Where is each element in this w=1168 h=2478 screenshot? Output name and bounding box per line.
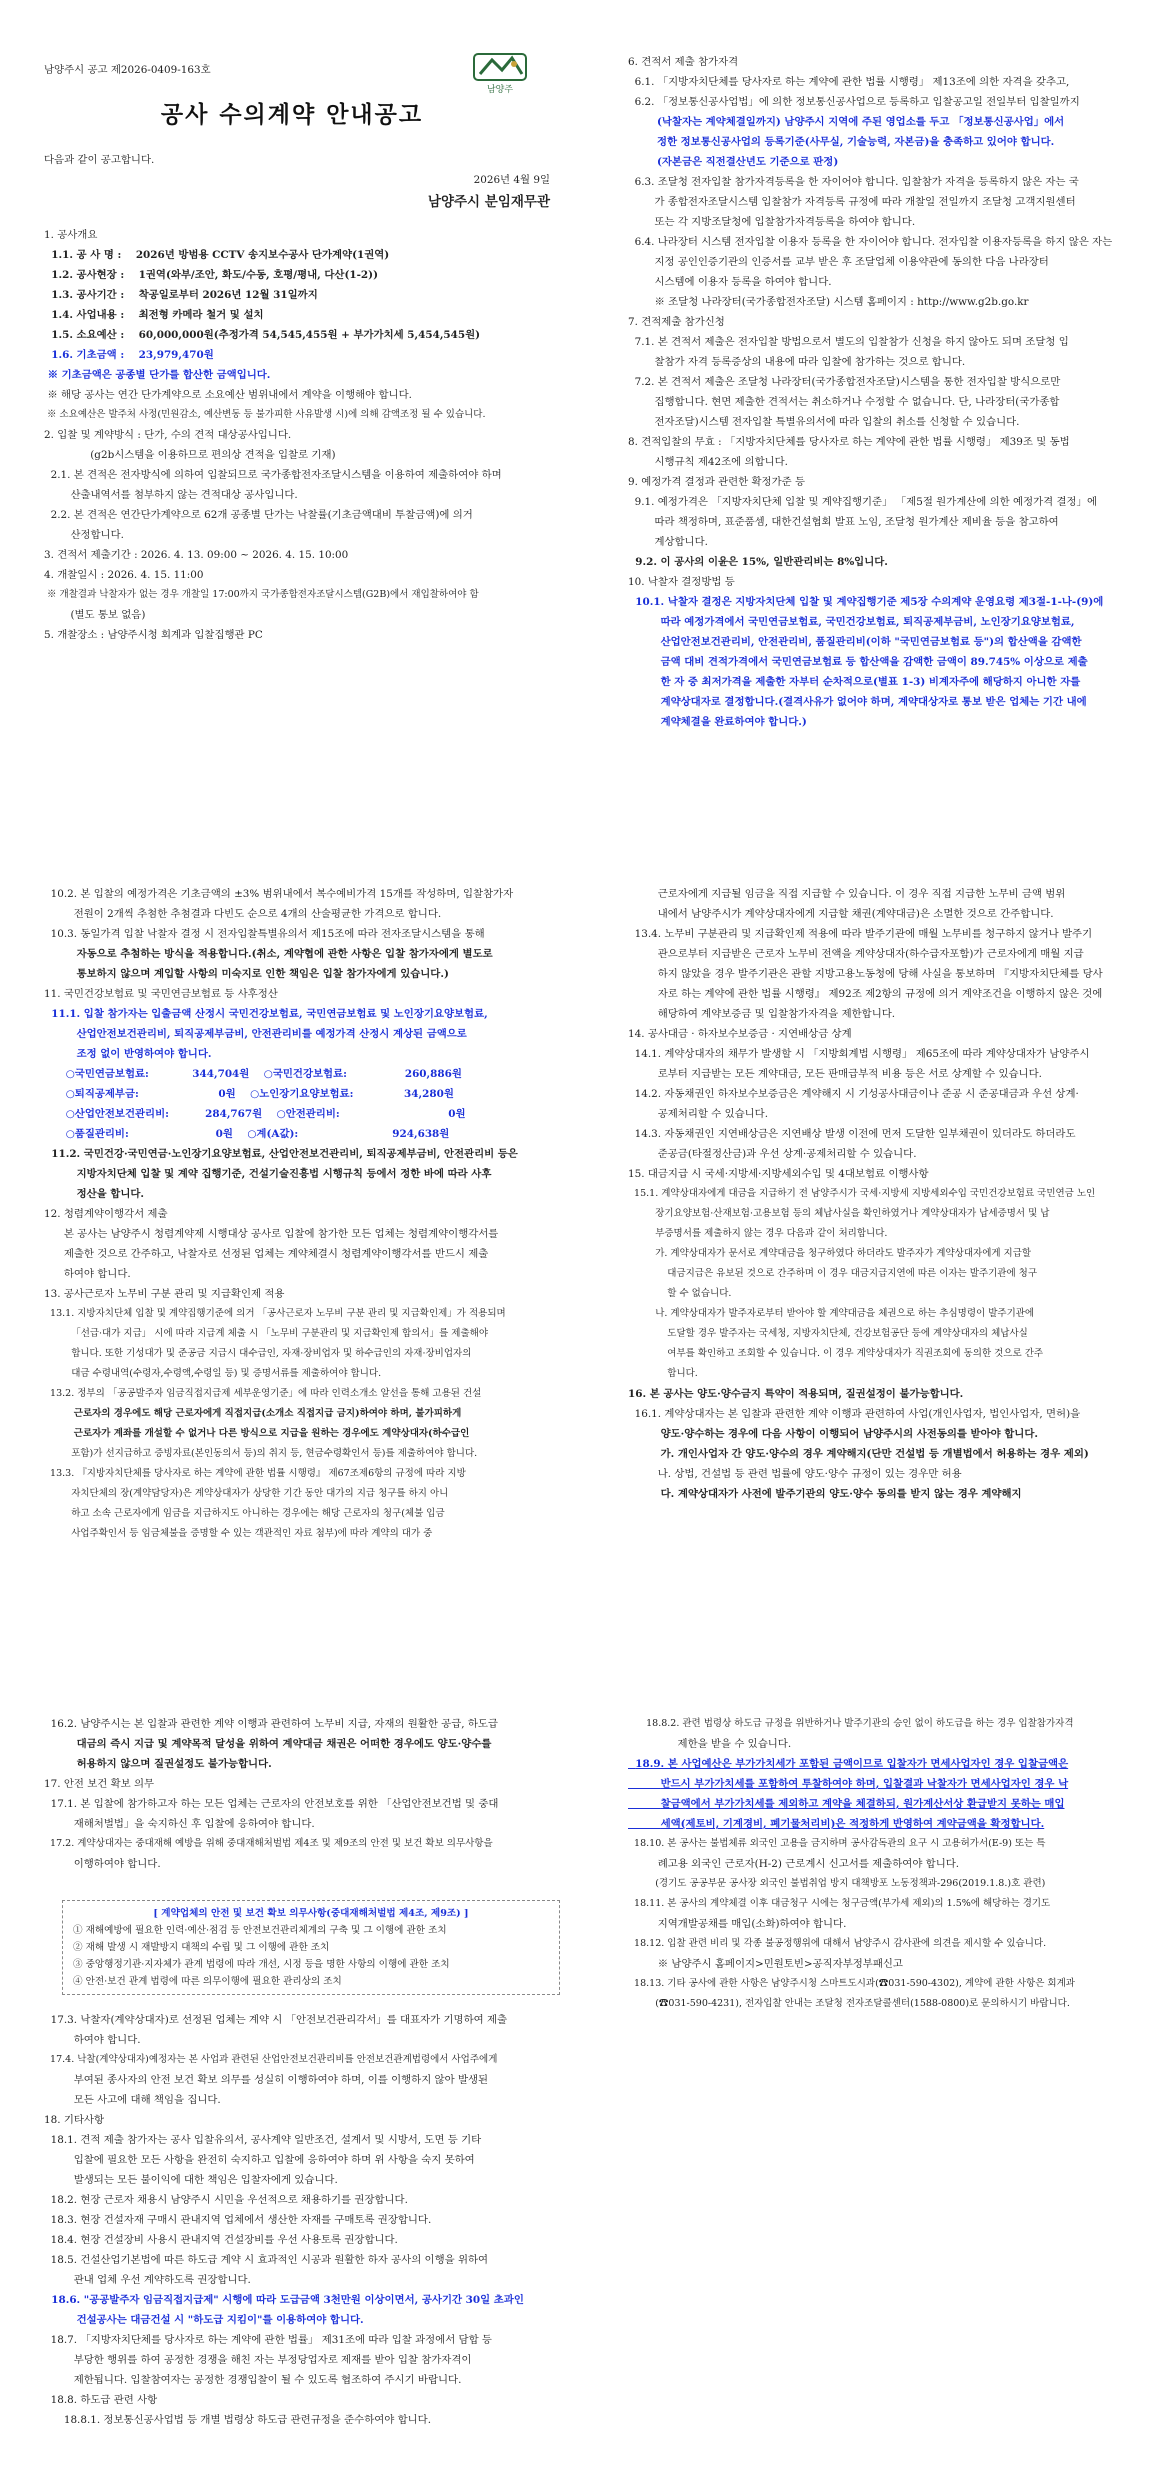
- text-line: 근로자의 경우에도 해당 근로자에게 직접지급(소개소 직접지급 금지)하여야 하며, 불가피하게: [44, 1408, 462, 1419]
- section-heading: 12. 청렴계약이행각서 제출: [44, 1208, 168, 1220]
- text-line: 18.10. 본 공사는 불법체류 외국인 고용을 금지하며 공사감독관의 요구 시 고용허가서(E-9) 또는 특: [628, 1838, 1046, 1849]
- text-line: 합니다. 또한 기성대가 및 준공금 지급시 대수급인, 자재·장비업자 및 하수급인의 자재·장비업자의: [44, 1348, 472, 1359]
- text-line: 례고용 외국인 근로자(H-2) 근로계시 신고서를 제출하여야 합니다.: [628, 1858, 960, 1870]
- section-heading: 10. 낙찰자 결정방법 등: [628, 576, 735, 588]
- text-line: 산정합니다.: [44, 529, 124, 541]
- page-1: [0, 0, 1168, 800]
- text-line: 내에서 남양주시가 계약상대자에게 지급할 채권(계약대금)은 소멸한 것으로 간주합니다.: [628, 908, 1054, 920]
- text-line: 6.3. 조달청 전자입찰 참가자격등록을 한 자이어야 합니다. 입찰참가 자격을 등록하지 않은 자는 국: [628, 176, 1079, 188]
- text-line: 1.1. 공 사 명 : 2026년 방범용 CCTV 송지보수공사 단가계약(1권역): [44, 249, 390, 261]
- section-heading: 8. 견적입찰의 무효 : 「지방자치단체를 당사자로 하는 계약에 관한 법률 시행령」 제39조 및 동법: [628, 436, 1070, 448]
- text-line: 이행하여야 합니다.: [44, 1858, 161, 1870]
- text-line: 11.1. 입찰 참가자는 입출금액 산정시 국민건강보험료, 국민연금보험료 및 노인장기요양보험료,: [44, 1008, 488, 1020]
- page3-left-column-b: [44, 2010, 564, 2430]
- section-heading: 2. 입찰 및 계약방식 : 단가, 수의 견적 대상공사입니다.: [44, 429, 292, 441]
- text-line: 계상합니다.: [628, 536, 708, 548]
- text-line: 발생되는 모든 불이익에 대한 책임은 입찰자에게 있습니다.: [44, 2174, 338, 2186]
- text-line: 가. 계약상대자가 문서로 계약대금을 청구하였다 하더라도 발주자가 계약상대자에게 지급할: [628, 1248, 1032, 1259]
- text-line: 1.6. 기초금액 : 23,979,470원: [44, 349, 214, 361]
- box-item: ③ 중앙행정기관·지자체가 관계 법령에 따라 개선, 시정 등을 명한 사항의 이행에 관한 조치: [73, 1959, 450, 1970]
- text-line: 할 수 없습니다.: [628, 1288, 732, 1299]
- text-line: 산출내역서를 첨부하지 않는 견적대상 공사입니다.: [44, 489, 298, 501]
- text-line: 제한을 받을 수 있습니다.: [628, 1738, 792, 1750]
- text-line: 18.13. 기타 공사에 관한 사항은 남양주시청 스마트도시과(☎031-590-4302), 계약에 관한 사항은 회계과: [628, 1978, 1075, 1989]
- text-line: 시행규칙 제42조에 의합니다.: [628, 456, 788, 468]
- text-line: 「선급·대가 지급」 시에 따라 지급계 체출 시 「노무비 구분관리 및 지급확인제 합의서」를 제출해야: [44, 1328, 488, 1339]
- text-line: 18.12. 입찰 관련 비리 및 각종 불공정행위에 대해서 남양주시 감사관에 의견을 제시할 수 있습니다.: [628, 1938, 1047, 1949]
- text-line: 조정 없이 반영하여야 합니다.: [44, 1048, 212, 1060]
- text-line: 지정 공인인증기관의 인증서를 교부 받은 후 조달업체 이용약관에 동의한 다음 나라장터: [628, 256, 1049, 268]
- text-line: 따라 예정가격에서 국민연금보험료, 국민건강보험료, 퇴직공제부금비, 노인장기요양보험료,: [628, 616, 1075, 628]
- logo-label: 남양주: [486, 85, 514, 95]
- text-line: 계약체결을 완료하여야 합니다.): [628, 716, 807, 728]
- text-line: 나. 상법, 건설법 등 관련 법률에 양도·양수 규정이 있는 경우만 허용: [628, 1468, 962, 1480]
- page-2: [0, 870, 1168, 1630]
- box-title: [ 계약업체의 안전 및 보건 확보 의무사항(중대재해처벌법 제4조, 제9조) ]: [153, 1908, 469, 1919]
- text-line: 10.3. 동일가격 입찰 낙찰자 결정 시 전자입찰특별유의서 제15조에 따라 전자조달시스템을 통해: [44, 928, 485, 940]
- safety-obligations-box: [62, 1900, 560, 1995]
- text-line: 여부를 확인하고 조회할 수 있습니다. 이 경우 계약상대자가 직권조회에 동의한 것으로 간주: [628, 1348, 1044, 1359]
- text-line: 대금지급은 유보된 것으로 간주하며 이 경우 대금지급지연에 따른 이자는 발주기관에 청구: [628, 1268, 1038, 1279]
- page3-left-column: [44, 1714, 564, 1874]
- text-line: 지방자치단체 입찰 및 계약 집행기준, 건설기술진흥법 시행규칙 등에서 정한 바에 따라 사후: [44, 1168, 492, 1180]
- text-line: 도달할 경우 발주자는 국세청, 지방자치단체, 건강보험공단 등에 계약상대자의 체납사실: [628, 1328, 1028, 1339]
- text-line: (경기도 공공부문 공사장 외국인 불법취업 방지 대책방포 노동정책과-296(2019.1.8.)호 관련): [628, 1878, 1046, 1889]
- text-line: 하여야 합니다.: [44, 2034, 141, 2046]
- text-line: 18.1. 견적 제출 참가자는 공사 입찰유의서, 공사계약 일반조건, 설계서 및 시방서, 도면 등 기타: [44, 2134, 482, 2146]
- fee-row: ○퇴직공제부금: 0원 ○노인장기요양보험료: 34,280원: [44, 1088, 454, 1100]
- text-line: 18.3. 현장 건설자재 구매시 관내지역 업체에서 생산한 자재를 구매토록 권장합니다.: [44, 2214, 432, 2226]
- text-line: (자본금은 직전결산년도 기준으로 판정): [628, 156, 839, 168]
- text-line: 자로 하는 계약에 관한 법률 시행령』 제92조 제2항의 규정에 의거 계약조건을 이행하지 않은 것에: [628, 988, 1103, 1000]
- section-heading: 15. 대금지급 시 국세·지방세·지방세외수입 및 4대보험료 이행사항: [628, 1168, 929, 1180]
- text-line: 한 자 중 최저가격을 제출한 자부터 순차적으로(별표 1-3) 비계자주에 해당하지 아니한 자를: [628, 676, 1081, 688]
- namyangju-logo: [470, 50, 530, 96]
- section-heading: 6. 견적서 제출 참가자격: [628, 56, 739, 68]
- text-line: ※ 소요예산은 발주처 사정(민원감소, 예산변동 등 불가피한 사유발생 시)에 의해 감액조정 될 수 있습니다.: [44, 409, 486, 420]
- section-heading: 16. 본 공사는 양도·양수금지 특약이 적용되며, 질권설정이 불가능합니다.: [628, 1388, 964, 1400]
- box-item: ① 재해예방에 필요한 인력·예산·점검 등 안전보건관리체계의 구축 및 그 이행에 관한 조치: [73, 1925, 447, 1936]
- section-heading: 13. 공사근로자 노무비 구분 관리 및 지급확인제 적용: [44, 1288, 285, 1300]
- text-line: 11.2. 국민건강·국민연금·노인장기요양보험료, 산업안전보건관리비, 퇴직공제부금비, 안전관리비 등은: [44, 1148, 518, 1160]
- text-line: 16.1. 계약상대자는 본 입찰과 관련한 계약 이행과 관련하여 사업(개인사업자, 법인사업자, 면허)을: [628, 1408, 1081, 1420]
- text-line: 지역개발공채를 매입(소화)하여야 합니다.: [628, 1918, 847, 1930]
- text-line: 1.2. 공사현장 : 1권역(와부/조안, 화도/수동, 호평/평내, 다산(1-2)): [44, 269, 378, 281]
- text-line: 13.4. 노무비 구분관리 및 지급확인제 적용에 따라 발주기관에 매월 노무비를 청구하지 않거나 발주기: [628, 928, 1093, 940]
- text-line: ※ 해당 공사는 연간 단가계약으로 소요예산 범위내에서 계약을 이행해야 합니다.: [44, 389, 412, 401]
- text-line: 부당한 행위를 하여 공정한 경쟁을 해친 자는 부정당업자로 제재를 받아 입찰 참가자격이: [44, 2354, 472, 2366]
- text-line: 17.2. 계약상대자는 중대재해 예방을 위해 중대재해처벌법 제4조 및 제9조의 안전 및 보건 확보 의무사항을: [44, 1838, 493, 1849]
- text-line: 시스템에 이용자 등록을 하여야 합니다.: [628, 276, 832, 288]
- page1-right-column: [628, 52, 1148, 732]
- text-line: 2.2. 본 견적은 연간단가계약으로 62개 공종별 단가는 낙찰률(기초금액대비 투찰금액)에 의거: [44, 509, 473, 521]
- text-line: 재해처벌법」을 숙지하신 후 입찰에 응하여야 합니다.: [44, 1818, 315, 1830]
- text-line: 1.5. 소요예산 : 60,000,000원(추정가격 54,545,455원 + 부가가치세 5,454,545원): [44, 329, 481, 341]
- text-line: 계약상대자로 결정합니다.(결격사유가 없어야 하며, 계약대상자로 통보 받은 업체는 기간 내에: [628, 696, 1087, 708]
- text-line: 관내 업체 우선 계약하도록 권장합니다.: [44, 2274, 251, 2286]
- section-heading: 18. 기타사항: [44, 2114, 104, 2126]
- text-line: 13.1. 지방자치단체 입찰 및 계약집행기준에 의거 「공사근로자 노무비 구분 관리 및 지급확인제」가 적용되며: [44, 1308, 506, 1319]
- text-line: 공제처리할 수 있습니다.: [628, 1108, 769, 1120]
- text-line: 로부터 지급받는 모든 계약대금, 모든 판매급부적 비용 등은 서로 상계할 수 있습니다.: [628, 1068, 1042, 1080]
- notice-number: 남양주시 공고 제2026-0409-163호: [44, 64, 211, 76]
- page1-left-column: [44, 225, 564, 645]
- section-heading: 17. 안전 보건 확보 의무: [44, 1778, 155, 1790]
- text-line: 18.7. 「지방자치단체를 당사자로 하는 계약에 관한 법률」 제31조에 따라 입찰 과정에서 담합 등: [44, 2334, 492, 2346]
- page3-right-column: [628, 1714, 1148, 2014]
- text-line: 하여야 합니다.: [44, 1268, 131, 1280]
- text-line: 16.2. 남양주시는 본 입찰과 관련한 계약 이행과 관련하여 노무비 지급, 자재의 원활한 공급, 하도급: [44, 1718, 498, 1730]
- text-line: 18.4. 현장 건설장비 사용시 관내지역 건설장비를 우선 사용토록 권장합니다.: [44, 2234, 398, 2246]
- text-line: 산업안전보건관리비, 퇴직공제부금비, 안전관리비를 예정가격 산정시 계상된 금액으로: [44, 1028, 467, 1040]
- text-line: 산업안전보건관리비, 안전관리비, 품질관리비(이하 "국민연금보험료 등")의 합산액을 감액한: [628, 636, 1082, 648]
- text-line: 18.11. 본 공사의 계약체결 이후 대금청구 시에는 청구금액(부가세 제외)의 1.5%에 해당하는 경기도: [628, 1898, 1051, 1909]
- notice-date: 2026년 4월 9일: [473, 174, 550, 186]
- text-line: ※ 조달청 나라장터(국가종합전자조달) 시스템 홈페이지 : http://www.g2b.go.kr: [628, 296, 1029, 308]
- text-line: 14.1. 계약상대자의 채무가 발생할 시 「지방회계법 시행령」 제65조에 따라 계약상대자가 남양주시: [628, 1048, 1090, 1060]
- text-line: 1.4. 사업내용 : 최전형 카메라 철거 및 설치: [44, 309, 264, 321]
- section-heading: 7. 견적제출 참가신청: [628, 316, 725, 328]
- text-line: 18.8.2. 관련 법령상 하도급 규정을 위반하거나 발주기관의 승인 없이 하도급을 하는 경우 입찰참가자격: [628, 1718, 1074, 1729]
- section-heading: 1. 공사개요: [44, 229, 98, 241]
- text-line: 대금의 즉시 지급 및 계약목적 달성을 위하여 계약대금 채권은 어떠한 경우에도 양도·양수를: [44, 1738, 492, 1750]
- text-line: (별도 통보 없음): [44, 609, 146, 621]
- text-line: 2.1. 본 견적은 전자방식에 의하여 입찰되므로 국가종합전자조달시스템을 이용하여 제출하여야 하며: [44, 469, 502, 481]
- text-line: (g2b시스템을 이용하므로 편의상 견적을 입찰로 기재): [44, 449, 336, 461]
- text-line: ※ 기초금액은 공종별 단가를 합산한 금액입니다.: [44, 369, 271, 381]
- text-line: 포함)가 선지급하고 증빙자료(본인동의서 등)의 취지 등, 현금수령확인서 등)를 제출하여야 합니다.: [44, 1448, 478, 1459]
- intro-text: 다음과 같이 공고합니다.: [44, 154, 155, 166]
- text-line: 18.6. "공공발주자 임금직접지급제" 시행에 따라 도급금액 3천만원 이상이면서, 공사기간 30일 초과인: [44, 2294, 524, 2306]
- text-line: 다. 계약상대자가 사전에 발주기관의 양도·양수 동의를 받지 않는 경우 계약해지: [628, 1488, 1022, 1500]
- text-line: 가 종합전자조달시스템 입찰참가 자격등록 규정에 따라 개찰일 전일까지 조달청 고객지원센터: [628, 196, 1076, 208]
- text-line: 10.2. 본 입찰의 예정가격은 기초금액의 ±3% 범위내에서 복수예비가격 15개를 작성하며, 입찰참가자: [44, 888, 514, 900]
- text-line: 정한 정보통신공사업의 등록기준(사무실, 기술능력, 자본금)을 충족하고 있어야 합니다.: [628, 136, 1055, 148]
- text-line: 6.4. 나라장터 시스템 전자입찰 이용자 등록을 한 자이어야 합니다. 전자입찰 이용자등록을 하지 않은 자는: [628, 236, 1113, 248]
- text-line: 반드시 부가가치세를 포함하여 투찰하여야 하며, 입찰결과 낙찰자가 면세사업자인 경우 낙: [628, 1778, 1069, 1790]
- text-line: 7.1. 본 견적서 제출은 전자입찰 방법으로서 별도의 입찰참가 신청을 하지 않아도 되며 조달청 입: [628, 336, 1069, 348]
- text-line: 하지 않았을 경우 발주기관은 관할 지방고용노동청에 당해 사실을 통보하며 『지방자치단체를 당사: [628, 968, 1103, 980]
- text-line: 6.2. 「정보통신공사업법」에 의한 정보통신공사업으로 등록하고 입찰공고일 전일부터 입찰일까지: [628, 96, 1080, 108]
- page2-right-column: [628, 884, 1148, 1504]
- text-line: (낙찰자는 계약체결일까지) 남양주시 지역에 주된 영업소를 두고 「정보통신공사업」에서: [628, 116, 1065, 128]
- fee-row: ○국민연금보험료: 344,704원 ○국민건강보험료: 260,886원: [44, 1068, 462, 1080]
- text-line: 양도·양수하는 경우에 다음 사항이 이행되어 남양주시의 사전동의를 받아야 합니다.: [628, 1428, 1039, 1440]
- text-line: 9.1. 예정가격은 「지방자치단체 입찰 및 계약집행기준」 「제5절 원가계산에 의한 예정가격 결정」에: [628, 496, 1097, 508]
- text-line: 따라 책정하며, 표준품셈, 대한건설협회 발표 노임, 조달청 원가계산 제비율 등을 참고하여: [628, 516, 1059, 528]
- text-line: 근로자에게 지급될 임금을 직접 지급할 수 있습니다. 이 경우 직접 지급한 노무비 금액 범위: [628, 888, 1066, 900]
- text-line: 18.9. 본 사업예산은 부가가치세가 포함된 금액이므로 입찰자가 면세사업자인 경우 입찰금액은: [628, 1758, 1069, 1770]
- text-line: 근로자가 계좌를 개설할 수 없거나 다른 방식으로 지급을 원하는 경우에도 계약상대자(하수급인: [44, 1428, 470, 1439]
- section-heading: 3. 견적서 제출기간 : 2026. 4. 13. 09:00 ~ 2026. 4. 15. 10:00: [44, 549, 349, 561]
- text-line: 하고 소속 근로자에게 임금을 지급하지도 아니하는 경우에는 해당 근로자의 청구(체불 입금: [44, 1508, 445, 1519]
- text-line: 통보하지 않으며 계입할 사항의 미숙지로 인한 책임은 입찰 참가자에게 있습니다.): [44, 968, 449, 980]
- text-line: 15.1. 계약상대자에게 대금을 지급하기 전 남양주시가 국세·지방세 지방세외수입 국민건강보험료 국민연금 노인: [628, 1188, 1096, 1199]
- section-heading: 5. 개찰장소 : 남양주시청 회계과 입찰집행관 PC: [44, 629, 263, 641]
- text-line: 18.8.1. 정보통신공사업법 등 개별 법령상 하도급 관련규정을 준수하여야 합니다.: [44, 2414, 432, 2426]
- text-line: 7.2. 본 견적서 제출은 조달청 나라장터(국가종합전자조달)시스템을 통한 전자입찰 방식으로만: [628, 376, 1061, 388]
- text-line: 해당하여 계약보증금 및 입찰참가자격을 제한합니다.: [628, 1008, 896, 1020]
- text-line: (☎031-590-4231), 전자입찰 안내는 조달청 전자조달콜센터(1588-0800)로 문의하시기 바랍니다.: [628, 1998, 1070, 2009]
- text-line: 6.1. 「지방자치단체를 당사자로 하는 계약에 관한 법률 시행령」 제13조에 의한 자격을 갖추고,: [628, 76, 1070, 88]
- text-line: ※ 개찰결과 낙찰자가 없는 경우 개찰일 17:00까지 국가종합전자조달시스템(G2B)에서 재입찰하여야 함: [44, 589, 479, 600]
- page2-left-column: [44, 884, 564, 1544]
- text-line: 모든 사고에 대해 책임을 집니다.: [44, 2094, 221, 2106]
- text-line: 찰금액에서 부가가치세를 제외하고 계약을 체결하되, 원가계산서상 환급받지 못하는 매입: [628, 1798, 1065, 1810]
- text-line: 제출한 것으로 간주하고, 낙찰자로 선정된 업체는 계약체결시 청렴계약이행각서를 반드시 제출: [44, 1248, 489, 1260]
- text-line: 1.3. 공사기간 : 착공일로부터 2026년 12월 31일까지: [44, 289, 318, 301]
- text-line: 18.8. 하도급 관련 사항: [44, 2394, 158, 2406]
- section-heading: 11. 국민건강보험료 및 국민연금보험료 등 사후정산: [44, 988, 278, 1000]
- text-line: 정산을 합니다.: [44, 1188, 145, 1200]
- text-line: 허용하지 않으며 질권설정도 불가능합니다.: [44, 1758, 272, 1770]
- text-line: 전자조달)시스템 전자입찰 특별유의서에 따라 입찰의 취소를 신청할 수 있습니다.: [628, 416, 1020, 428]
- box-item: ② 재해 발생 시 재발방지 대책의 수립 및 그 이행에 관한 조치: [73, 1942, 330, 1953]
- text-line: 합니다.: [628, 1368, 698, 1379]
- text-line: 17.3. 낙찰자(계약상대자)로 선정된 업체는 계약 시 「안전보건관리각서」를 대표자가 기명하여 제출: [44, 2014, 508, 2026]
- section-heading: 14. 공사대금 · 하자보수보증금 · 지연배상금 상계: [628, 1028, 852, 1040]
- section-heading: 4. 개찰일시 : 2026. 4. 15. 11:00: [44, 569, 204, 581]
- text-line: 금액 대비 견적가격에서 국민연금보험료 등 합산액을 감액한 금액이 89.745% 이상으로 제출: [628, 656, 1088, 668]
- text-line: 건설공사는 대금건설 시 "하도급 지킴이"를 이용하여야 합니다.: [44, 2314, 364, 2326]
- text-line: 준공금(타절정산금)과 우선 상계·공제처리할 수 있습니다.: [628, 1148, 917, 1160]
- text-line: 자치단체의 장(계약담당자)은 계약상대자가 상당한 기간 동안 대가의 지급 청구를 하지 아니: [44, 1488, 449, 1499]
- text-line: 집행합니다. 현면 제출한 견적서는 취소하거나 수정할 수 없습니다. 단, 나라장터(국가종합: [628, 396, 1060, 408]
- box-item: ④ 안전·보건 관계 법령에 따른 의무이행에 필요한 관리상의 조치: [73, 1976, 342, 1987]
- text-line: 가. 개인사업자 간 양도·양수의 경우 계약해지(단만 건설법 등 개별법에서 허용하는 경우 제외): [628, 1448, 1089, 1460]
- text-line: 입찰에 필요한 모든 사항을 완전히 숙지하고 입찰에 응하여야 하며 위 사항을 숙지 못하여: [44, 2154, 475, 2166]
- text-line: 13.2. 정부의 「공공발주자 임금직접지급제 세부운영기준」에 따라 인력소개소 알선을 통해 고용된 건설: [44, 1388, 482, 1399]
- text-line: 18.2. 현장 근로자 채용시 남양주시 시민을 우선적으로 채용하기를 권장합니다.: [44, 2194, 408, 2206]
- page-title: 공사 수의계약 안내공고: [160, 101, 424, 128]
- text-line: 자동으로 추첨하는 방식을 적용합니다.(취소, 계약협에 관한 사항은 입찰 참가자에게 별도로: [44, 948, 493, 960]
- text-line: 부여된 종사자의 안전 보건 확보 의무를 성실히 이행하여야 하며, 이를 이행하지 않아 발생된: [44, 2074, 489, 2086]
- notice-issuer: 남양주시 분임재무관: [427, 194, 550, 210]
- text-line: 나. 계약상대자가 발주자로부터 받아야 할 계약대금을 체권으로 하는 추심명령이 발주기관에: [628, 1308, 1035, 1319]
- page-3: [0, 1700, 1168, 2478]
- text-line: 14.3. 자동채권인 지연배상금은 지연배상 발생 이전에 먼저 도달한 일부채권이 있더라도 하더라도: [628, 1128, 1076, 1140]
- text-line: 사업주확인서 등 임금체불을 증명할 수 있는 객관적인 자료 첨부)에 따라 계약의 대가 중: [44, 1528, 433, 1539]
- text-line: 9.2. 이 공사의 이윤은 15%, 일반관리비는 8%입니다.: [628, 556, 888, 568]
- text-line: ※ 남양주시 홈페이지>민원토빈>공직자부정부패신고: [628, 1958, 903, 1970]
- text-line: 13.3. 『지방자치단체를 당사자로 하는 계약에 관한 법률 시행령』 제67조제6항의 규정에 따라 지방: [44, 1468, 466, 1479]
- text-line: 제한됩니다. 입찰참여자는 공정한 경쟁입찰이 될 수 있도록 협조하여 주시기 바랍니다.: [44, 2374, 462, 2386]
- text-line: 관으로부터 지급받은 근로자 노무비 전액을 계약상대자(하수급자포함)가 근로자에게 매월 지급: [628, 948, 1084, 960]
- text-line: 본 공사는 남양주시 청렴계약제 시행대상 공사로 입찰에 참가한 모든 업체는 청렴계약이행각서를: [44, 1228, 499, 1240]
- section-heading: 9. 예정가격 결정과 관련한 확정가준 등: [628, 476, 805, 488]
- text-line: 찰참가 자격 등록증상의 내용에 따라 입찰에 참가하는 것으로 합니다.: [628, 356, 966, 368]
- text-line: 부증명서를 제출하지 않는 경우 다음과 같이 처리합니다.: [628, 1228, 888, 1239]
- text-line: 전원이 2개씩 추첨한 추첨결과 다빈도 순으로 4개의 산술평균한 가격으로 합니다.: [44, 908, 442, 920]
- text-line: 또는 각 지방조달청에 입찰참가자격등록을 하여야 합니다.: [628, 216, 916, 228]
- text-line: 17.4. 낙찰(계약상대자)예정자는 본 사업과 관련된 산업안전보건관리비를 안전보건관계법령에서 사업주에게: [44, 2054, 498, 2065]
- text-line: 장기요양보험·산재보험·고용보험 등의 체납사실을 확인하였거나 계약상대자가 납세증명서 및 납: [628, 1208, 1050, 1219]
- text-line: 18.5. 건설산업기본법에 따른 하도급 계약 시 효과적인 시공과 원활한 하자 공사의 이행을 위하여: [44, 2254, 489, 2266]
- fee-row: ○산업안전보건관리비: 284,767원 ○안전관리비: 0원: [44, 1108, 466, 1120]
- text-line: 대금 수령내역(수령자,수령액,수령일 등) 및 증명서류를 제출하여야 합니다.: [44, 1368, 382, 1379]
- text-line: 17.1. 본 입찰에 참가하고자 하는 모든 업체는 근로자의 안전보호를 위한 「산업안전보건법 및 중대: [44, 1798, 499, 1810]
- fee-row: ○품질관리비: 0원 ○계(A값): 924,638원: [44, 1128, 450, 1140]
- text-line: 14.2. 자동채권인 하자보수보증금은 계약해지 시 기성공사대금이나 준공 시 준공대금과 우선 상계·: [628, 1088, 1079, 1100]
- text-line: 세액(제토비, 기계경비, 폐기물처리비)은 적정하게 반영하여 계약금액을 확정합니다.: [628, 1818, 1045, 1830]
- text-line: 10.1. 낙찰자 결정은 지방자치단체 입찰 및 계약집행기준 제5장 수의계약 운영요령 제3절-1-나-(9)에: [628, 596, 1104, 608]
